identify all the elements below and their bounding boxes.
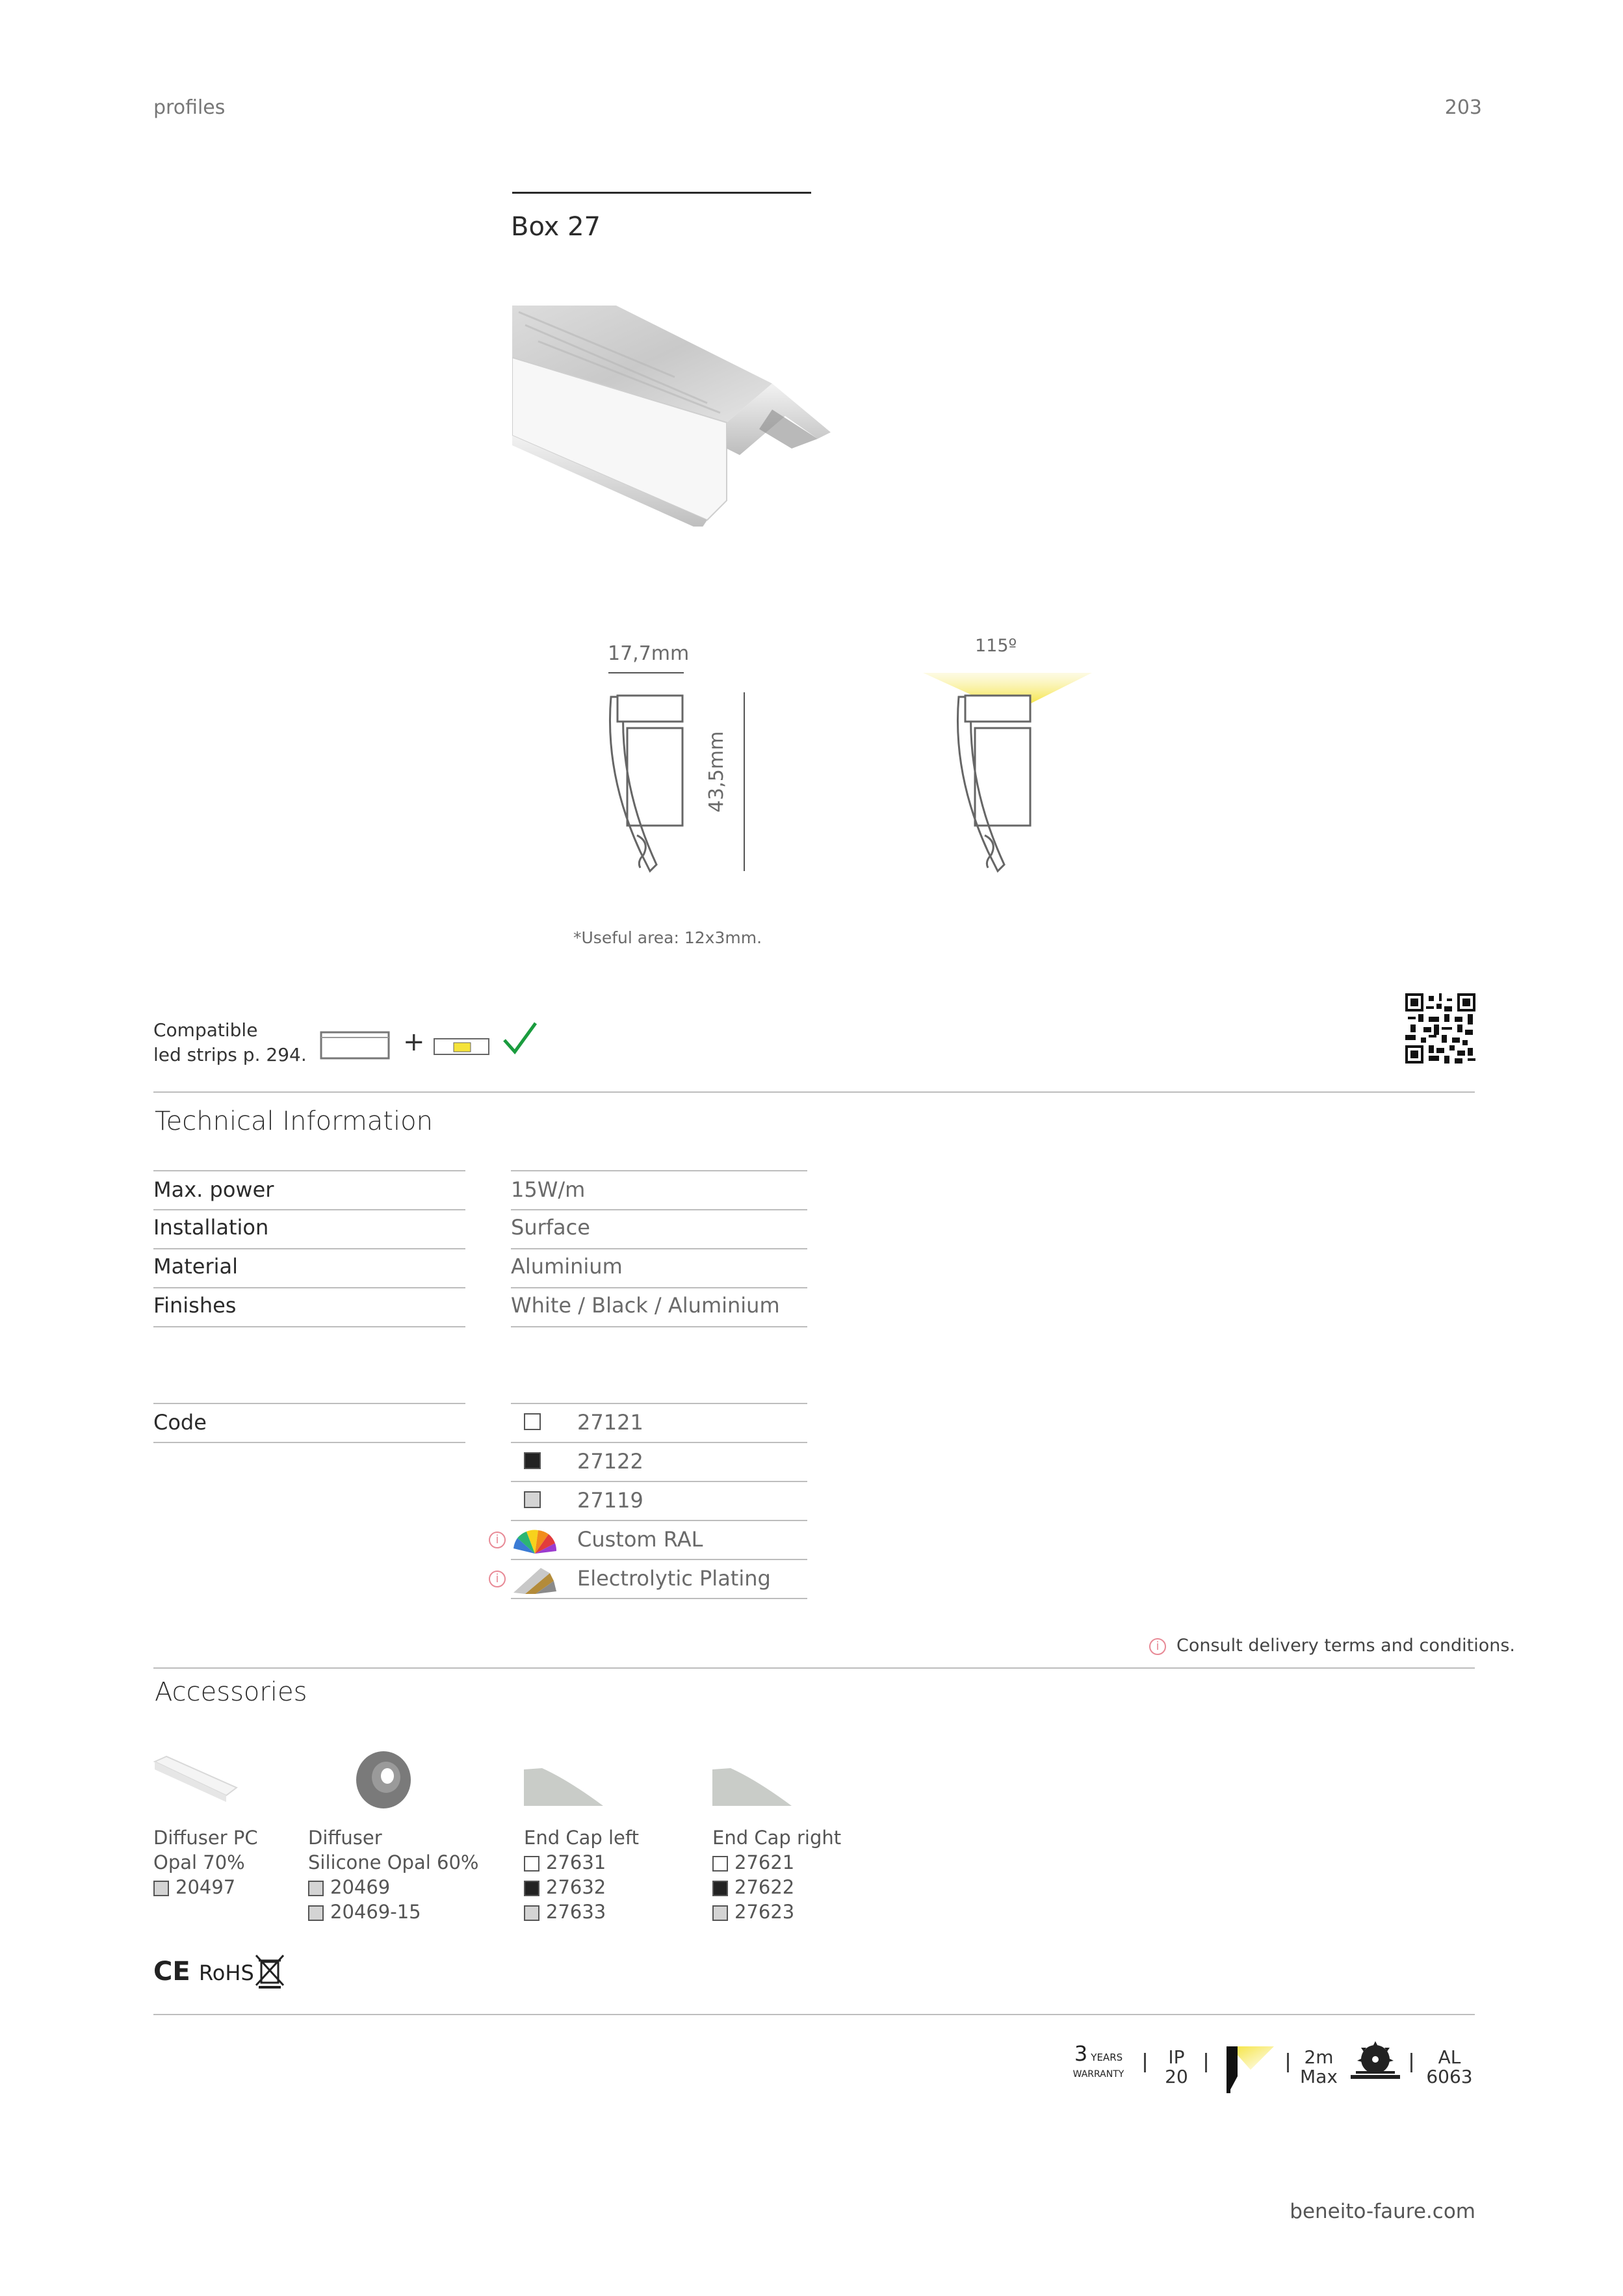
swatch-white <box>712 1856 728 1872</box>
code-rule <box>511 1403 807 1404</box>
accessory-code <box>308 1899 478 1924</box>
spec-separator <box>1144 2053 1146 2072</box>
max-length <box>1296 2048 1342 2087</box>
code-value: 27119 <box>577 1488 643 1513</box>
section-divider <box>153 1091 1475 1093</box>
useful-area-note: *Useful area: 12x3mm. <box>573 928 762 947</box>
accessory-code-text: 20469-15 <box>330 1901 421 1923</box>
accessories-title: Accessories <box>155 1677 307 1707</box>
spec-value: White / Black / Aluminium <box>511 1293 780 1318</box>
code-value: 27121 <box>577 1410 643 1435</box>
spec-rule <box>511 1326 807 1327</box>
swatch-white <box>524 1856 539 1872</box>
accessory-name: End Cap left <box>524 1827 639 1849</box>
technical-title: Technical Information <box>155 1106 433 1136</box>
swatch-grey <box>524 1491 541 1508</box>
ip-rating <box>1157 2048 1196 2087</box>
ral-fan-icon <box>512 1529 558 1555</box>
ip-value: 20 <box>1165 2066 1188 2087</box>
accessory-name: Opal 70% <box>153 1851 245 1873</box>
website-link[interactable]: beneito-faure.com <box>1290 2200 1475 2223</box>
section-label: profiles <box>153 96 226 119</box>
accessory-code <box>712 1875 841 1899</box>
code-value: Electrolytic Plating <box>577 1566 771 1591</box>
accessory-name: Diffuser <box>308 1827 382 1849</box>
qr-code[interactable] <box>1405 993 1475 1063</box>
end-cap-left-image <box>523 1767 607 1812</box>
spec-separator <box>1287 2053 1289 2072</box>
accessory-code-text: 27621 <box>734 1851 795 1873</box>
accessory-code <box>524 1850 639 1875</box>
product-photo <box>512 306 837 527</box>
swatch-grey <box>524 1905 539 1921</box>
plus-sign: + <box>403 1027 425 1057</box>
end-cap-right-image <box>711 1767 796 1812</box>
warranty-number: 3 <box>1074 2041 1088 2066</box>
swatch-grey <box>308 1905 324 1921</box>
info-icon[interactable]: i <box>1149 1638 1166 1655</box>
title-rule <box>512 192 811 194</box>
accessory-code-text: 27633 <box>546 1901 606 1923</box>
accessory-code-text: 27632 <box>546 1876 606 1898</box>
code-rule <box>511 1442 807 1443</box>
delivery-note: Consult delivery terms and conditions. <box>1176 1636 1515 1656</box>
accessory-code-text: 27623 <box>734 1901 795 1923</box>
section-divider <box>153 1667 1475 1669</box>
alloy-label: AL <box>1438 2046 1461 2068</box>
code-value: 27122 <box>577 1449 643 1474</box>
warranty-badge <box>1066 2041 1131 2083</box>
spec-value: 15W/m <box>511 1177 586 1202</box>
warranty-years: YEARS <box>1091 2052 1123 2063</box>
section-drawing <box>604 670 773 884</box>
alloy-spec <box>1423 2048 1475 2087</box>
code-value: Custom RAL <box>577 1527 703 1552</box>
beam-angle: 115º <box>975 636 1017 656</box>
code-rule <box>511 1481 807 1482</box>
swatch-black <box>524 1881 539 1896</box>
info-icon[interactable]: i <box>489 1532 506 1548</box>
accessory-code-text: 20469 <box>330 1876 391 1898</box>
swatch-white <box>524 1413 541 1430</box>
beam-drawing <box>923 670 1092 884</box>
spec-value: Surface <box>511 1215 590 1240</box>
spec-rule <box>153 1326 465 1327</box>
accessory-item <box>153 1825 258 1899</box>
accessory-code <box>712 1850 841 1875</box>
rohs-mark: RoHS <box>199 1961 254 1985</box>
width-dimension: 17,7mm <box>608 642 690 665</box>
cutting-saw-icon <box>1347 2040 1401 2085</box>
diffuser-silicone-image <box>351 1749 416 1814</box>
spec-separator <box>1410 2053 1412 2072</box>
accessory-code <box>524 1899 639 1924</box>
code-label: Code <box>153 1410 207 1435</box>
accessory-code <box>308 1875 478 1899</box>
ip-label: IP <box>1168 2046 1185 2068</box>
accessory-name: End Cap right <box>712 1827 842 1849</box>
warranty-word: WARRANTY <box>1072 2069 1124 2080</box>
compatible-strips-text <box>153 1018 307 1067</box>
compatible-line2: led strips p. 294. <box>153 1044 307 1065</box>
alloy-value: 6063 <box>1426 2066 1473 2087</box>
accessory-code-text: 27631 <box>546 1851 606 1873</box>
accessory-item <box>308 1825 478 1924</box>
accessory-item <box>712 1825 841 1924</box>
height-dimension: 43,5mm <box>705 731 728 813</box>
accessory-code-text: 27622 <box>734 1876 795 1898</box>
accessory-code <box>153 1875 258 1899</box>
code-rule <box>153 1442 465 1443</box>
spec-value: Aluminium <box>511 1254 623 1279</box>
product-title: Box 27 <box>511 212 601 242</box>
mounting-type-icon <box>1225 2044 1277 2096</box>
info-icon[interactable]: i <box>489 1571 506 1587</box>
led-strip-icon <box>433 1036 491 1057</box>
page-number: 203 <box>1444 96 1482 119</box>
accessory-code <box>524 1875 639 1899</box>
weee-bin-icon <box>255 1954 285 1989</box>
code-rule <box>511 1598 807 1599</box>
accessory-name: Diffuser PC <box>153 1827 258 1849</box>
footer-divider <box>153 2014 1475 2015</box>
check-icon <box>500 1019 539 1058</box>
swatch-grey <box>712 1905 728 1921</box>
length-value: 2m <box>1304 2046 1334 2068</box>
swatch-grey <box>153 1881 169 1896</box>
spec-label: Installation <box>153 1215 269 1240</box>
accessory-code-text: 20497 <box>175 1876 236 1898</box>
length-label: Max <box>1300 2066 1338 2087</box>
profile-icon <box>317 1027 395 1062</box>
spec-label: Max. power <box>153 1177 274 1202</box>
accessory-name: Silicone Opal 60% <box>308 1851 479 1873</box>
ce-mark: CE <box>153 1957 190 1987</box>
accessory-item <box>524 1825 639 1924</box>
compatible-line1: Compatible <box>153 1019 258 1041</box>
accessory-code <box>712 1899 841 1924</box>
diffuser-pc-image <box>153 1755 238 1820</box>
plating-icon <box>512 1567 558 1595</box>
swatch-black <box>524 1452 541 1469</box>
swatch-black <box>712 1881 728 1896</box>
spec-separator <box>1205 2053 1207 2072</box>
swatch-grey <box>308 1881 324 1896</box>
spec-label: Material <box>153 1254 238 1279</box>
spec-label: Finishes <box>153 1293 237 1318</box>
